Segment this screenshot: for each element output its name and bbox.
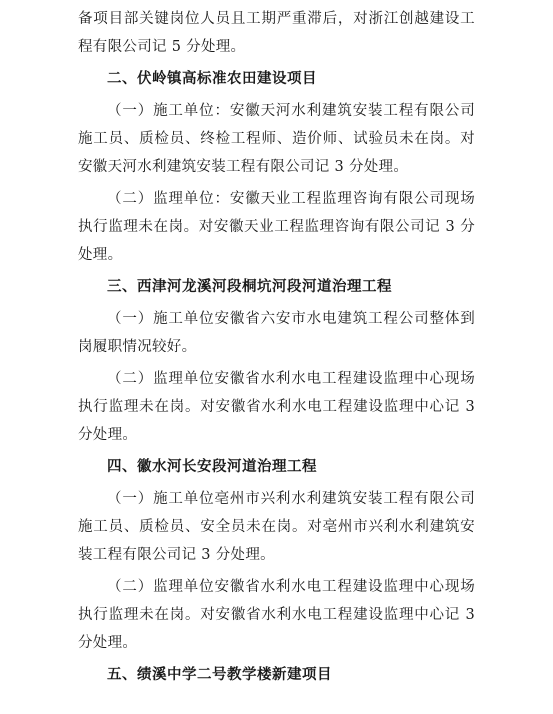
section-2-item-2: （二）监理单位：安徽天业工程监理咨询有限公司现场执行监理未在岗。对安徽天业工程监理咨询有限公司记 3 分处理。 xyxy=(78,191,475,263)
section-2-item-1: （一）施工单位：安徽天河水利建筑安装工程有限公司施工员、质检员、终检工程师、造价师、试验员未在岗。对安徽天河水利建筑安装工程有限公司记 3 分处理。 xyxy=(78,103,475,175)
section-heading-3: 三、西津河龙溪河段桐坑河段河道治理工程 xyxy=(107,279,392,295)
intro-paragraph-tail: 备项目部关键岗位人员且工期严重滞后，对浙江创越建设工程有限公司记 5 分处理。 xyxy=(78,11,475,55)
section-heading-2: 二、伏岭镇高标准农田建设项目 xyxy=(107,71,317,87)
section-3-item-2: （二）监理单位安徽省水利水电工程建设监理中心现场执行监理未在岗。对安徽省水利水电工程建设监理中心记 3 分处理。 xyxy=(78,371,475,443)
section-4-item-1: （一）施工单位亳州市兴利水利建筑安装工程有限公司施工员、质检员、安全员未在岗。对亳州市兴利水利建筑安装工程有限公司记 3 分处理。 xyxy=(78,491,475,563)
section-4-item-2: （二）监理单位安徽省水利水电工程建设监理中心现场执行监理未在岗。对安徽省水利水电工程建设监理中心记 3 分处理。 xyxy=(78,579,475,651)
section-heading-5: 五、绩溪中学二号教学楼新建项目 xyxy=(107,667,332,683)
section-3-item-1: （一）施工单位安徽省六安市水电建筑工程公司整体到岗履职情况较好。 xyxy=(78,311,475,355)
section-heading-4: 四、徽水河长安段河道治理工程 xyxy=(107,459,317,475)
